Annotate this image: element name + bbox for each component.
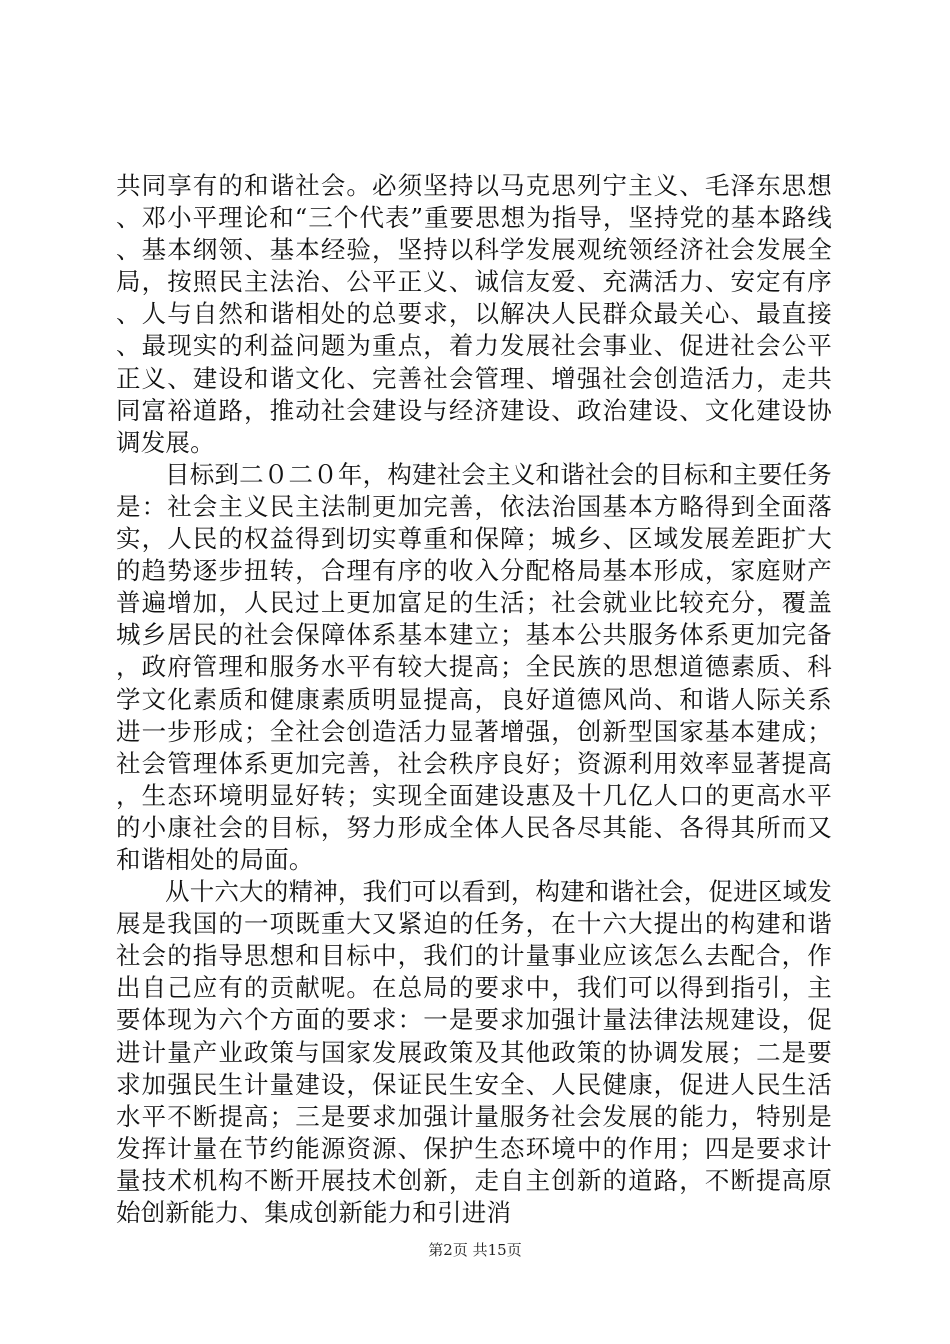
paragraph-metrology-requirements: 从十六大的精神，我们可以看到，构建和谐社会，促进区域发展是我国的一项既重大又紧迫的任务，在十六大提出的构建和谐社会的指导思想和目标中，我们的计量事业应该怎么去配合，作出自己应有的贡献呢。在总局的要求中，我们可以得到指引，主要体现为六个方面的要求：一是要求加强计量法律法规建设，促进计量产业政策与国家发展政策及其他政策的协调发展；二是要求加强民生计量建设，保证民生安全、人民健康，促进人民生活水平不断提高；三是要求加强计量服务社会发展的能力，特别是发挥计量在节约能源资源、保护生态环境中的作用；四是要求计量技术机构不断开展技术创新，走自主创新的道路，不断提高原始创新能力、集成创新能力和引进消 xyxy=(116,877,832,1227)
document-body xyxy=(116,170,832,1229)
paragraph-goals: 目标到二０二０年，构建社会主义和谐社会的目标和主要任务是：社会主义民主法制更加完善，依法治国基本方略得到全面落实，人民的权益得到切实尊重和保障；城乡、区域发展差距扩大的趋势逐步扭转，合理有序的收入分配格局基本形成，家庭财产普遍增加，人民过上更加富足的生活；社会就业比较充分，覆盖城乡居民的社会保障体系基本建立；基本公共服务体系更加完备，政府管理和服务水平有较大提高；全民族的思想道德素质、科学文化素质和健康素质明显提高，良好道德风尚、和谐人际关系进一步形成；全社会创造活力显著增强，创新型国家基本建成；社会管理体系更加完善，社会秩序良好；资源利用效率显著提高，生态环境明显好转；实现全面建设惠及十几亿人口的更高水平的小康社会的目标，努力形成全体人民各尽其能、各得其所而又和谐相处的局面。 xyxy=(116,459,832,874)
page-number-footer: 第2页 共15页 xyxy=(428,1241,522,1259)
paragraph-continuation: 共同享有的和谐社会。必须坚持以马克思列宁主义、毛泽东思想、邓小平理论和“三个代表”重要思想为指导，坚持党的基本路线、基本纲领、基本经验，坚持以科学发展观统领经济社会发展全局，按照民主法治、公平正义、诚信友爱、充满活力、安定有序、人与自然和谐相处的总要求，以解决人民群众最关心、最直接、最现实的利益问题为重点，着力发展社会事业、促进社会公平正义、建设和谐文化、完善社会管理、增强社会创造活力，走共同富裕道路，推动社会建设与经济建设、政治建设、文化建设协调发展。 xyxy=(116,171,832,457)
